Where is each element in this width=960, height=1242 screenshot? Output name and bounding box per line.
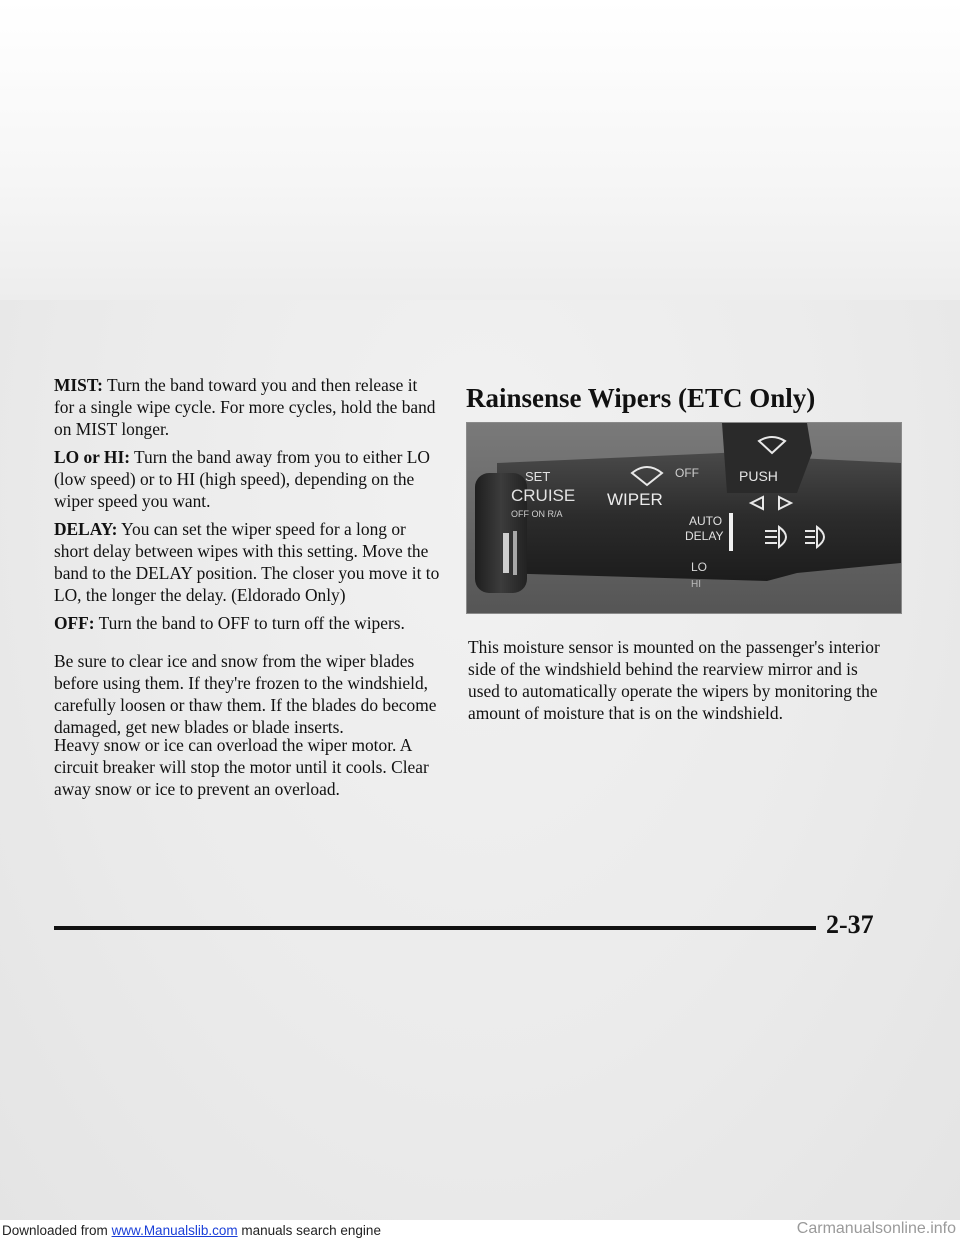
- auto-label: AUTO: [689, 514, 723, 528]
- lo-hi-text: Turn the band away from you to either LO (low speed) or to HI (high speed), depending on the wiper speed you want.: [54, 447, 430, 511]
- mist-paragraph: [54, 374, 440, 440]
- lo-hi-term: LO or HI:: [54, 447, 131, 467]
- wiper-stalk-photo: [466, 422, 902, 614]
- cruise-label: CRUISE: [511, 486, 576, 505]
- mist-term: MIST:: [54, 375, 103, 395]
- slider-mark-right: [513, 531, 517, 575]
- overload-paragraph: Heavy snow or ice can overload the wiper motor. A circuit breaker will stop the motor until it cools. Clear away snow or ice to prevent an overload.: [54, 735, 429, 799]
- set-label: SET: [525, 469, 551, 484]
- lo-hi-paragraph: [54, 446, 440, 512]
- off-term: OFF:: [54, 613, 95, 633]
- watermark-text: Carmanualsonline.info: [796, 1220, 956, 1237]
- mist-text: Turn the band toward you and then release it for a single wipe cycle. For more cycles, hold the band on MIST longer.: [54, 375, 436, 439]
- page-top-margin: [0, 0, 960, 300]
- delay-bar-mark: [729, 513, 733, 551]
- hi-label: HI: [691, 579, 701, 590]
- footer-prefix: Downloaded from: [2, 1223, 112, 1238]
- wiper-label: WIPER: [607, 490, 663, 509]
- push-label: PUSH: [739, 468, 778, 484]
- off-paragraph: [54, 612, 440, 634]
- ice-snow-paragraph: Be sure to clear ice and snow from the wiper blades before using them. If they're frozen to the windshield, carefully loosen or thaw them. If the blades do become damaged, get new blades or blade inserts.: [54, 651, 437, 737]
- footer-suffix: manuals search engine: [237, 1223, 381, 1238]
- download-footer: [0, 1220, 960, 1242]
- wiper-stalk-illustration: [467, 423, 901, 613]
- lo-label: LO: [691, 560, 708, 574]
- page-number: 2-37: [826, 910, 874, 939]
- off-position-label: OFF: [675, 466, 699, 480]
- delay-text: You can set the wiper speed for a long or short delay between wipes with this setting. Move the band to the DELAY position. The closer you move it to LO, the longer the delay. (Eldorado Only): [54, 519, 440, 605]
- slider-mark-left: [503, 533, 509, 573]
- delay-position-label: DELAY: [685, 529, 724, 543]
- delay-term: DELAY:: [54, 519, 118, 539]
- off-on-ra-label: OFF ON R/A: [511, 509, 563, 519]
- manualslib-link[interactable]: www.Manualslib.com: [111, 1223, 238, 1238]
- sensor-description: This moisture sensor is mounted on the passenger's interior side of the windshield behind the rearview mirror and is used to automatically operate the wipers by monitoring the amount of moisture that is on the windshield.: [468, 637, 880, 723]
- footer-text: [2, 1223, 381, 1238]
- footer-rule: [54, 926, 816, 930]
- delay-paragraph: [54, 518, 440, 606]
- section-heading: Rainsense Wipers (ETC Only): [466, 383, 816, 413]
- off-text: Turn the band to OFF to turn off the wipers.: [94, 613, 405, 633]
